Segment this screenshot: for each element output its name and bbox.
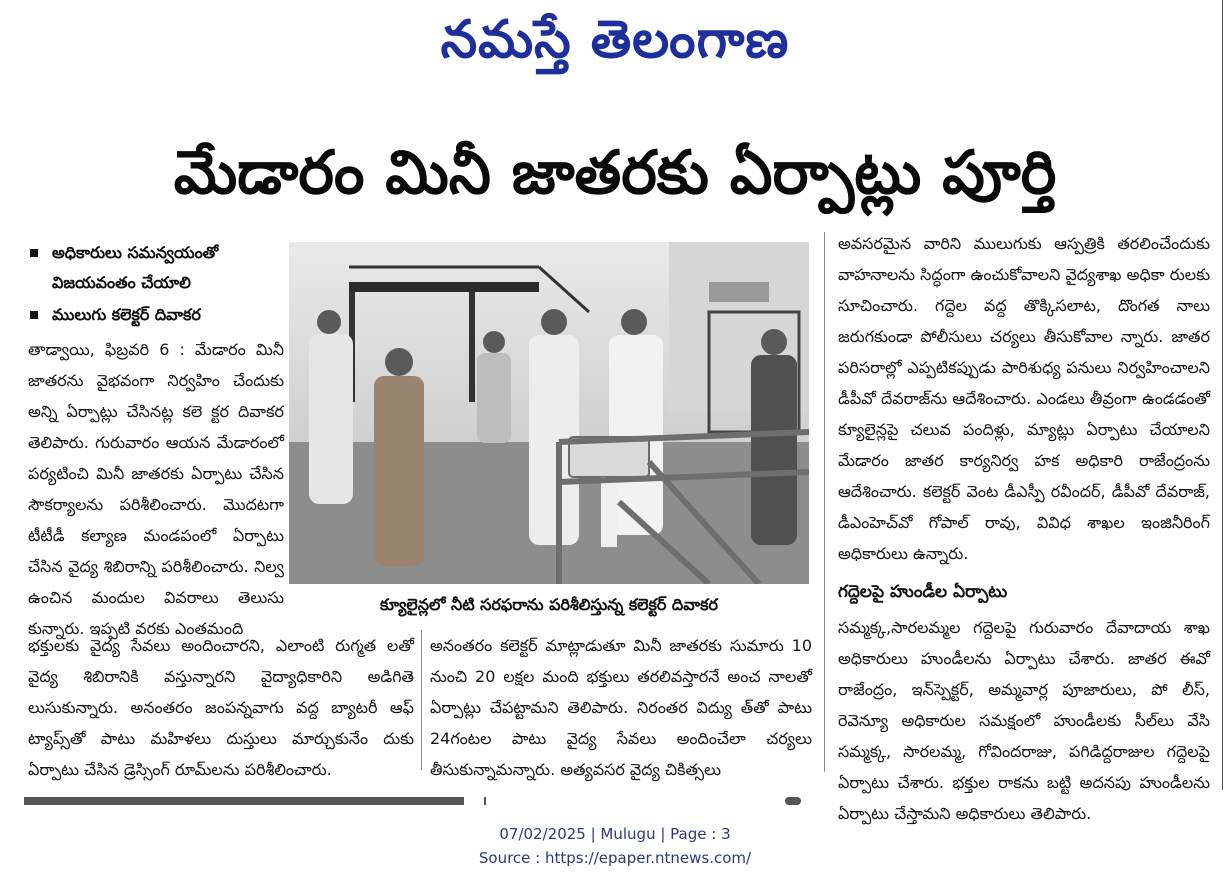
bullet-square-icon <box>30 311 38 319</box>
article-paragraph: భక్తులకు వైద్య సేవలు అందించారని, ఎలాంటి రుగ్మత లతో వైద్య శిబిరానికి వస్తున్నారని వైద్యాధికారిని అడిగితె లుసుకున్నారు. అనంతరం జంపన్నవాగు వద్ద బ్యాటరీ ఆఫ్‌ ట్యాప్స్‌తో పాటు మహిళలు దుస్తులు మార్చుకునేం దుకు ఏర్పాటు చేసిన డ్రెస్సింగ్‌ రూమ్‌లను పరిశీలించారు. <box>28 636 414 779</box>
column-divider <box>824 232 825 772</box>
highlight-bullets <box>30 238 286 332</box>
article-paragraph: అవసరమైన వారిని ములుగుకు ఆస్పత్రికి తరలించేందుకు వాహనాలను సిద్ధంగా ఉంచుకోవాలని వైద్యశాఖ అధికా రులకు సూచించారు. గద్దెల వద్ద తొక్కిసలాట, దొంగత నాలు జరుగకుండా పోలీసులు చర్యలు తీసుకోవాల న్నారు. జాతర పరిసరాల్లో ఎప్పటికప్పుడు పారిశుధ్య పనులు నిర్వహించాలని డీపీవో దేవరాజ్‌ను ఆదేశించారు. ఎండలు తీవ్రంగా ఉండడంతో క్యూలైన్లపై చలువ పందిళ్లు, మ్యాట్లు ఏర్పాటు చేయాలని మేడారం జాతర కార్యనిర్వ హక అధికారి రాజేంద్రంను ఆదేశించారు. కలెక్టర్‌ వెంట డీఎస్పీ రవీందర్‌, డీపీవో దేవరాజ్‌, డీఎంహెచ్‌వో గోపాల్‌ రావు, వివిధ శాఖల ఇంజినీరింగ్‌ అధికారులు ఉన్నారు. <box>838 234 1210 563</box>
article-paragraph: తాడ్వాయి, ఫిబ్రవరి 6 : మేడారం మినీ జాతరను వైభవంగా నిర్వహిం చేందుకు అన్ని ఏర్పాట్లు చేసినట్ల కలె క్టర దివాకర తెలిపారు. గురువారం ఆయన మేడారంలో పర్యటించి మినీ జాతరకు ఏర్పాటు చేసిన సౌకర్యాలను పరిశీలించారు. మొదటగా టీటీడీ కల్యాణ మండపంలో ఏర్పాటు చేసిన వైద్య శిబిరాన్ని పరిశీలించారు. నిల్వ ఉంచిన మందుల వివరాలు తెలుసు కున్నారు. ఇప్పటి వరకు ఎంతమంది <box>28 340 284 638</box>
bullet-text: అధికారులు సమన్వయంతో విజయవంతం చేయాలి <box>52 243 219 292</box>
article-column-1 <box>28 334 284 644</box>
bottom-strip <box>24 797 464 805</box>
bottom-strip <box>484 797 486 805</box>
article-column-2 <box>430 630 812 785</box>
bullet-text: ములుగు కలెక్టర్‌ దివాకర <box>52 305 201 324</box>
column-divider <box>421 630 422 770</box>
section-subhead: గద్దెలపై హుండీల ఏర్పాటు <box>838 582 1008 602</box>
bullet-item <box>30 238 286 298</box>
bottom-strip <box>785 797 801 805</box>
article-paragraph: సమ్మక్క,సారలమ్మల గద్దెలపై గురువారం దేవాదాయ శాఖ అధికారులు హుండీలను ఏర్పాటు చేశారు. జాతర ఈవో రాజేంద్రం, ఇన్‌స్పెక్టర్‌, అమ్మవార్ల పూజారులు, పో లీస్‌, రెవెన్యూ అధికారుల సమక్షంలో హుండీలకు సీల్‌లు వేసి సమ్మక్క, సారలమ్మ, గోవిందరాజు, పగిడిద్దరాజుల గద్దెలపై ఏర్పాటు చేశారు. భక్తుల రాకను బట్టి అదనపు హుండీలను ఏర్పాటు చేస్తామని అధికారులు తెలిపారు. <box>838 618 1210 823</box>
masthead-logo: నమస్తే తెలంగాణ <box>440 10 790 70</box>
bullet-item <box>30 300 286 330</box>
footer-source-link[interactable]: Source : https://epaper.ntnews.com/ <box>478 849 752 867</box>
headline: మేడారం మినీ జాతరకు ఏర్పాట్లు పూర్తి <box>173 138 1057 208</box>
news-photo <box>289 242 809 584</box>
article-column-3 <box>838 228 1210 829</box>
bullet-square-icon <box>30 249 38 257</box>
article-paragraph: అనంతరం కలెక్టర్‌ మాట్లాడుతూ మినీ జాతరకు సుమారు 10 నుంచి 20 లక్షల మంది భక్తులు తరలివస్తారనే అంచ నాలతో ఏర్పాట్లు చేపట్టామని తెలిపారు. నిరంతర విద్యు త్‌తో పాటు 24గంటల పాటు వైద్య సేవలు అందించేలా చర్యలు తీసుకున్నామన్నారు. అత్యవసర వైద్య చికిత్సలు <box>430 636 812 779</box>
photo-caption: క్యూలైన్లలో నీటి సరఫరాను పరిశీలిస్తున్న కలెక్టర్‌ దివాకర <box>380 595 718 614</box>
right-page-border <box>1222 0 1223 790</box>
footer-info: 07/02/2025 | Mulugu | Page : 3 <box>499 825 731 843</box>
article-column-1-continued <box>28 630 414 785</box>
